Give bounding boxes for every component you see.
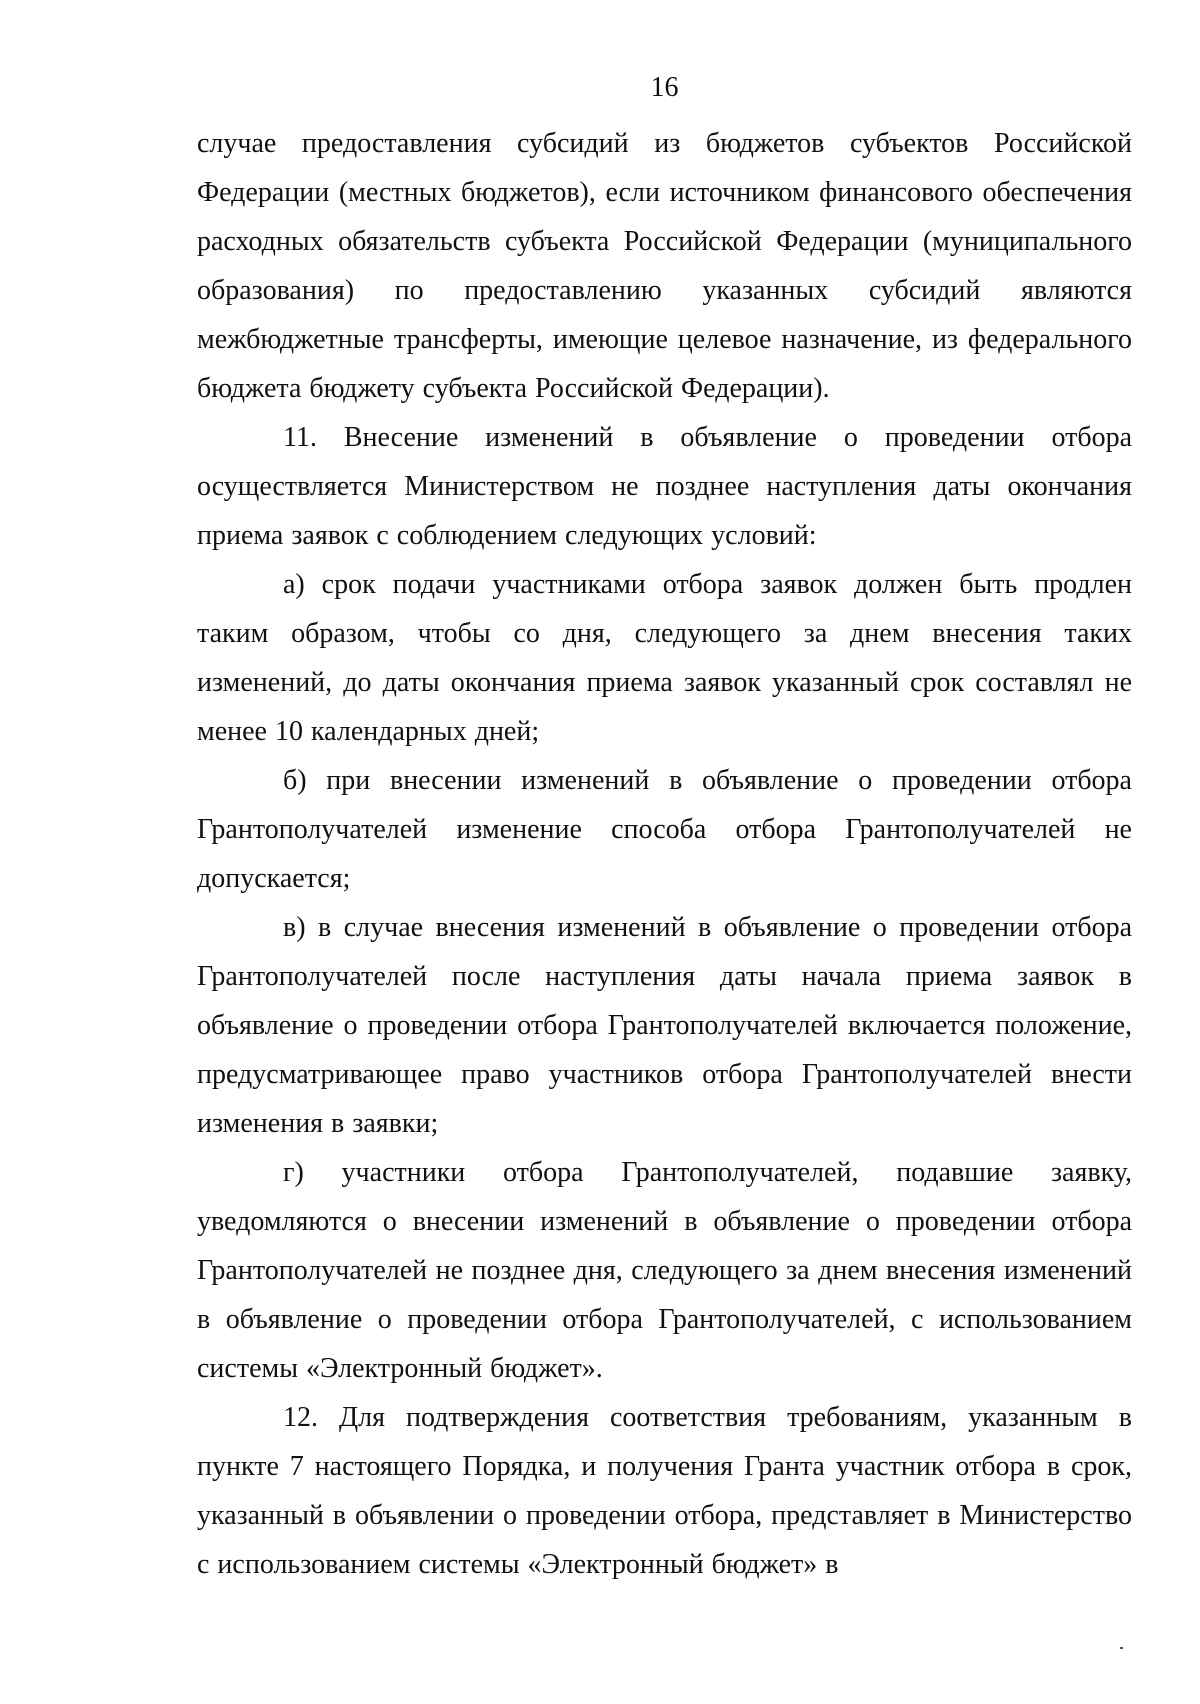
paragraph-subitem-a: а) срок подачи участниками отбора заявок должен быть продлен таким образом, чтобы со дня, следующего за днем внесения таких изменений, до даты окончания приема заявок указанный срок составлял не менее 10 календарных дней; (197, 569, 1132, 747)
page-number: 16 (650, 72, 679, 103)
paragraph-continuation: случае предоставления субсидий из бюджетов субъектов Российской Федерации (местных бюджетов), если источником финансового обеспечения расходных обязательств субъекта Российской Федерации (муниципального образования) по предоставлению указанных субсидий являются межбюджетные трансферты, имеющие целевое назначение, из федерального бюджета бюджету субъекта Российской Федерации). (197, 128, 1132, 404)
paragraph-subitem-b: б) при внесении изменений в объявление о проведении отбора Грантополучателей изменение способа отбора Грантополучателей не допускается; (197, 765, 1132, 894)
document-page (197, 0, 1132, 1704)
paragraph-subitem-g: г) участники отбора Грантополучателей, подавшие заявку, уведомляются о внесении изменений в объявление о проведении отбора Грантополучателей не позднее дня, следующего за днем внесения изменений в объявление о проведении отбора Грантополучателей, с использованием системы «Электронный бюджет». (197, 1157, 1132, 1384)
paragraph-item-12: 12. Для подтверждения соответствия требованиям, указанным в пункте 7 настоящего Порядка, и получения Гранта участник отбора в срок, указанный в объявлении о проведении отбора, представляет в Министерство с использованием системы «Электронный бюджет» в (197, 1402, 1132, 1580)
scan-speck (1120, 1647, 1123, 1649)
paragraph-subitem-v: в) в случае внесения изменений в объявление о проведении отбора Грантополучателей после наступления даты начала приема заявок в объявление о проведении отбора Грантополучателей включается положение, предусматривающее право участников отбора Грантополучателей внести изменения в заявки; (197, 912, 1132, 1139)
document-body (197, 119, 1132, 1589)
paragraph-item-11: 11. Внесение изменений в объявление о проведении отбора осуществляется Министерством не позднее наступления даты окончания приема заявок с соблюдением следующих условий: (197, 422, 1132, 551)
